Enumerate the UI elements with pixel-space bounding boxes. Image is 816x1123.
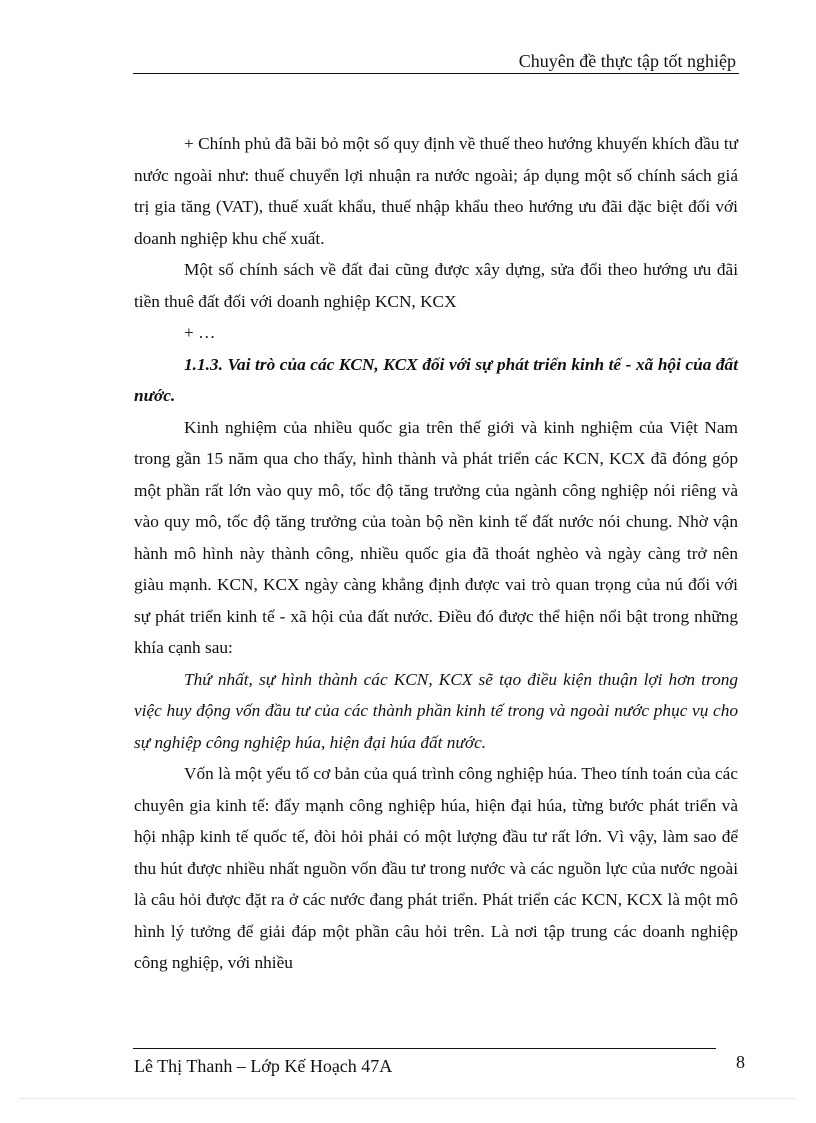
paragraph-experience: Kinh nghiệm của nhiều quốc gia trên thế giới và kinh nghiệm của Việt Nam trong gần 15 năm qua cho thấy, hình thành và phát triển các KCN, KCX đã đóng góp một phần rất lớn vào quy mô, tốc độ tăng trưởng của ngành công nghiệp nói riêng và vào quy mô, tốc độ tăng trưởng của toàn bộ nền kinh tế đất nước nói chung. Nhờ vận hành mô hình này thành công, nhiều quốc gia đã thoát nghèo và ngày càng trở nên giàu mạnh. KCN, KCX ngày càng khẳng định được vai trò quan trọng của nú đối với sự phát triển kinh tế - xã hội của đất nước. Điều đó được thể hiện nổi bật trong những khía cạnh sau: xyxy=(134,417,738,657)
footer-divider xyxy=(133,1048,716,1049)
section-heading: 1.1.3. Vai trò của các KCN, KCX đối với sự phát triển kinh tế - xã hội của đất nước. xyxy=(134,354,738,405)
paragraph-capital: Vốn là một yếu tố cơ bản của quá trình công nghiệp húa. Theo tính toán của các chuyên gia kinh tế: đẩy mạnh công nghiệp húa, hiện đại húa, từng bước phát triển và hội nhập kinh tế quốc tế, đòi hỏi phải có một lượng đầu tư rất lớn. Vì vậy, làm sao để thu hút được nhiều nhất nguồn vốn đầu tư trong nước và các nguồn lực của nước ngoài là câu hỏi được đặt ra ở các nước đang phát triển. Phát triển các KCN, KCX là một mô hình lý tưởng để giải đáp một phần câu hỏi trên. Là nơi tập trung các doanh nghiệp công nghiệp, với nhiều xyxy=(134,764,738,972)
page-edge xyxy=(20,1098,796,1099)
paragraph-tax-policy: + Chính phủ đã bãi bỏ một số quy định về thuế theo hướng khuyến khích đầu tư nước ngoài như: thuế chuyển lợi nhuận ra nước ngoài; áp dụng một số chính sách giá trị gia tăng (VAT), thuế xuất khẩu, thuế nhập khẩu theo hướng ưu đãi đặc biệt đối với doanh nghiệp khu chế xuất. xyxy=(134,134,738,248)
paragraph-first-point: Thứ nhất, sự hình thành các KCN, KCX sẽ tạo điều kiện thuận lợi hơn trong việc huy động vốn đầu tư của các thành phần kinh tế trong và ngoài nước phục vụ cho sự nghiệp công nghiệp húa, hiện đại húa đất nước. xyxy=(134,669,738,752)
paragraph-land-policy: Một số chính sách về đất đai cũng được xây dựng, sửa đổi theo hướng ưu đãi tiền thuê đất đối với doanh nghiệp KCN, KCX xyxy=(134,260,738,311)
document-body xyxy=(134,128,738,979)
header-divider xyxy=(133,73,739,74)
paragraph-ellipsis: + … xyxy=(184,323,216,342)
header-title: Chuyên đề thực tập tốt nghiệp xyxy=(518,51,736,71)
page-number: 8 xyxy=(736,1052,745,1072)
footer-author: Lê Thị Thanh – Lớp Kế Hoạch 47A xyxy=(134,1056,393,1076)
